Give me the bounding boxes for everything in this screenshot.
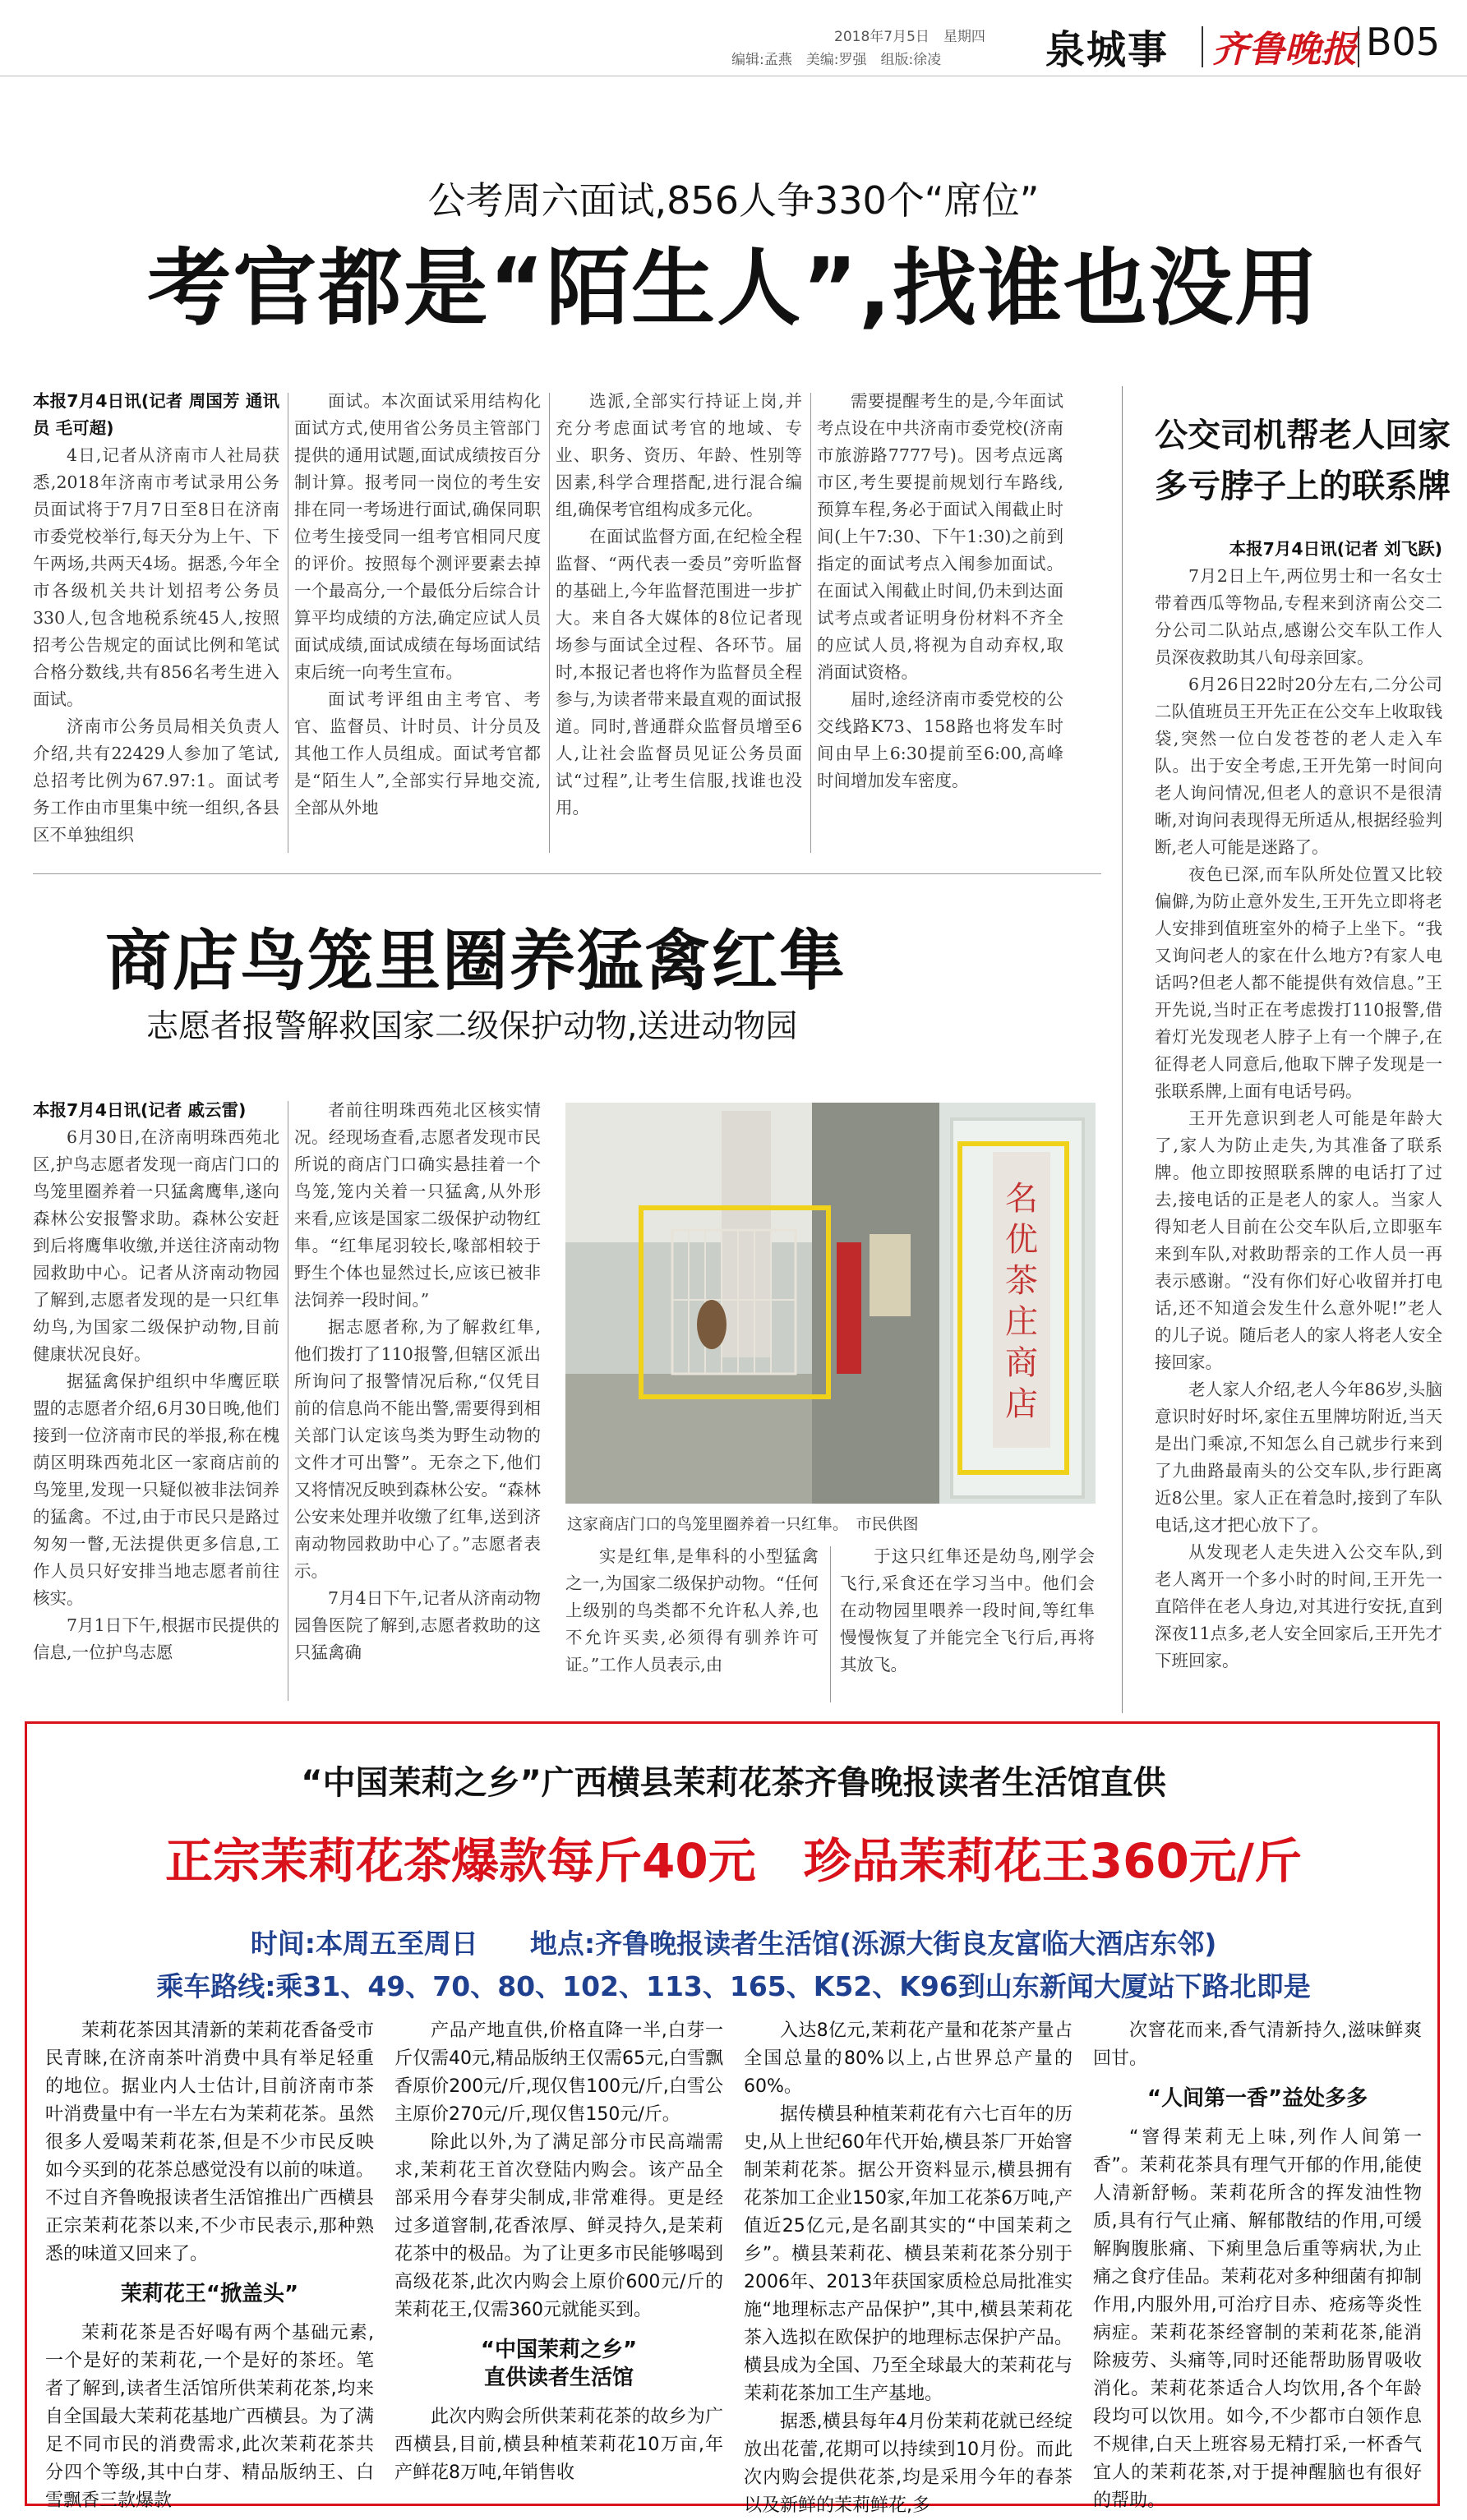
ad-time-value: 本周五至周日 (315, 1928, 478, 1960)
photo-caption: 这家商店门口的鸟笼里圈养着一只红隼。 市民供图 (567, 1515, 919, 1533)
story3-column-3 (565, 1543, 819, 1707)
story3-headline: 商店鸟笼里圈养猛禽红隼 (105, 923, 847, 999)
section-rule (1122, 386, 1123, 1713)
story2-paragraph: 王开先意识到老人可能是年龄大了,家人为防止走失,为其准备了联系牌。他立即按照联系牌的电话打了过去,接电话的正是老人的家人。当家人得知老人目前在公交车队后,立即驱车来到车队,对救助帮亲的工作人员一再表示感谢。“没有你们好心收留并打电话,还不知道会发生什么意外呢!”老人的儿子说。随后老人的家人将老人安全接回家。 (1155, 1108, 1442, 1372)
ad-place-value: 齐鲁晚报读者生活馆(泺源大街良友富临大酒店东邻) (595, 1928, 1217, 1960)
story3-paragraph: 据志愿者称,为了解救红隼,他们拨打了110报警,但辖区派出所询问了报警情况后称,“仅凭目前的信息尚不能出警,需要得到相关部门认定该鸟类为野生动物的文件才可出警”。无奈之下,他们又将情况反映到森林公安。“森林公安来处理并收缴了红隼,送到济南动物园救助中心了。”志愿者表示。 (294, 1317, 541, 1581)
header-divider-2 (1358, 26, 1359, 67)
story2-paragraph: 老人家人介绍,老人今年86岁,头脑意识时好时坏,家住五里牌坊附近,当天是出门乘凉,不知怎么自己就步行来到了九曲路最南头的公交车队,步行距离近8公里。家人正在着急时,接到了车队电话,这才把心放下了。 (1155, 1380, 1442, 1535)
story2-body (1155, 536, 1442, 1702)
story2-headline-line2: 多亏脖子上的联系牌 (1155, 468, 1451, 505)
ad-paragraph: 入达8亿元,茉莉花产量和花茶产量占全国总量的80%以上,占世界总产量的60%。 (744, 2020, 1073, 2097)
ad-bus-label: 乘车路线: (156, 1970, 276, 2002)
header-divider-1 (1202, 26, 1203, 67)
photo-illustration (565, 1103, 1096, 1504)
ad-subheading: “人间第一香”益处多多 (1146, 2086, 1368, 2111)
svg-text:店: 店 (1005, 1385, 1038, 1423)
section-title: 泉城事 (1045, 27, 1169, 73)
story3-paragraph: 于这只红隼还是幼鸟,刚学会飞行,采食还在学习当中。他们会在动物园里喂养一段时间,等红隼慢慢恢复了并能完全飞行后,再将其放飞。 (840, 1546, 1095, 1675)
story3-top-rule (33, 873, 1101, 874)
story3-paragraph: 7月1日下午,根据市民提供的信息,一位护鸟志愿 (33, 1615, 279, 1662)
story2-headline-line1: 公交司机帮老人回家 (1155, 417, 1451, 454)
story3-paragraph: 实是红隼,是隼科的小型猛禽之一,为国家二级保护动物。“任何上级别的鸟类都不允许私人养,也不允许买卖,必须得有驯养许可证。”工作人员表示,由 (565, 1546, 819, 1675)
ad-paragraph: 除此以外,为了满足部分市民高端需求,茉莉花王首次登陆内购会。该产品全部采用今春芽尖制成,非常难得。更是经过多道窨制,花香浓厚、鲜灵持久,是茉莉花茶中的极品。为了让更多市民能够喝到高级花茶,此次内购会上原价600元/斤的茉莉花王,仅需360元就能买到。 (394, 2132, 723, 2320)
svg-text:优: 优 (1005, 1221, 1038, 1259)
story2-byline: 本报7月4日讯(记者 刘飞跃) (1229, 539, 1442, 559)
story1-kicker: 公考周六面试,856人争330个“席位” (427, 178, 1040, 223)
story1-paragraph: 选派,全部实行持证上岗,并充分考虑面试考官的地域、专业、职务、资历、年龄、性别等因素,科学合理搭配,进行混合编组,确保考官组构成多元化。 (556, 391, 802, 519)
ad-paragraph: 茉莉花茶因其清新的茉莉花香备受市民青睐,在济南茶叶消费中具有举足轻重的地位。据业内人士估计,目前济南市茶叶消费量中有一半左右为茉莉花茶。虽然很多人爱喝茉莉花茶,但是不少市民反映如今买到的花茶总感觉没有以前的味道。不过自齐鲁晚报读者生活馆推出广西横县正宗茉莉花茶以来,不少市民表示,那种熟悉的味道又回来了。 (45, 2020, 374, 2264)
ad-headline: 正宗茉莉花茶爆款每斤40元 珍品茉莉花王360元/斤 (165, 1833, 1302, 1889)
ad-paragraph: 次窨花而来,香气清新持久,滋味鲜爽回甘。 (1093, 2020, 1422, 2069)
story3-column-2 (294, 1097, 541, 1705)
story3-byline: 本报7月4日讯(记者 戚云雷) (33, 1100, 247, 1120)
header-editors: 编辑:孟燕 美编:罗强 组版:徐凌 (731, 52, 942, 68)
story1-column-4 (817, 388, 1063, 856)
ad-column-4 (1093, 2017, 1422, 2511)
story2-paragraph: 7月2日上午,两位男士和一名女士带着西瓜等物品,专程来到济南公交二分公司二队站点,感谢公交车队工作人员深夜救助其八旬母亲回家。 (1155, 566, 1442, 667)
column-rule (830, 1546, 831, 1702)
ad-paragraph: “窨得茉莉无上味,列作人间第一香”。茉莉花茶具有理气开郁的作用,能使人清新舒畅。茉莉花所含的挥发油性物质,具有行气止痛、解郁散结的作用,可缓解胸腹胀痛、下痢里急后重等病状,为止痛之食疗佳品。茉莉花对多种细菌有抑制作用,内服外用,可治疗目赤、疮疡等炎性病症。茉莉花茶经窨制的茉莉花茶,能消除疲劳、头痛等,同时还能帮助肠胃吸收消化。茉莉花茶适合人均饮用,各个年龄段均可以饮用。如今,不少都市白领作息不规律,白天上班容易无精打采,一杯香气宜人的茉莉花茶,对于提神醒脑也有很好的帮助。 (1093, 2127, 1422, 2511)
ad-paragraph: 据传横县种植茉莉花有六七百年的历史,从上世纪60年代开始,横县茶厂开始窨制茉莉花茶。据公开资料显示,横县拥有花茶加工企业150家,年加工花茶6万吨,产值近25亿元,是名副其实的“中国茉莉之乡”。横县茉莉花、横县茉莉花茶分别于2006年、2013年获国家质检总局批准实施“地理标志产品保护”,其中,横县茉莉花茶入选拟在欧保护的地理标志保护产品。横县成为全国、乃至全球最大的茉莉花与茉莉花茶加工生产基地。 (744, 2104, 1073, 2404)
story1-paragraph: 济南市公务员局相关负责人介绍,共有22429人参加了笔试,总招考比例为67.97:1。面试考务工作由市里集中统一组织,各县区不单独组织 (33, 716, 279, 845)
column-rule (549, 393, 550, 853)
page-number: B05 (1366, 20, 1441, 64)
story2-paragraph: 从发现老人走失进入公交车队,到老人离开一个多小时的时间,王开先一直陪伴在老人身边,对其进行安抚,直到深夜11点多,老人安全回家后,王开先才下班回家。 (1155, 1542, 1442, 1670)
story1-paragraph: 面试考评组由主考官、考官、监督员、计时员、计分员及其他工作人员组成。面试考官都是“陌生人”,全部实行异地交流,全部从外地 (294, 689, 541, 818)
ad-paragraph: 产品产地直供,价格直降一半,白芽一斤仅需40元,精品版纳王仅需65元,白雪飘香原价200元/斤,现仅售100元/斤,白雪公主原价270元/斤,现仅售150元/斤。 (394, 2020, 723, 2125)
ad-paragraph: 据悉,横县每年4月份茉莉花就已经绽放出花蕾,花期可以持续到10月份。而此次内购会提供花茶,均是采用今年的春茶以及新鲜的茉莉鲜花,多 (744, 2412, 1073, 2516)
story1-paragraph: 在面试监督方面,在纪检全程监督、“两代表一委员”旁听监督的基础上,今年监督范围进一步扩大。来自各大媒体的8位记者现场参与面试全过程、各环节。届时,本报记者也将作为监督员全程参与,为读者带来最直观的面试报道。同时,普通群众监督员增至6人,让社会监督员见证公务员面试“过程”,让考生信服,找谁也没用。 (556, 527, 802, 818)
story3-paragraph: 7月4日下午,记者从济南动物园鲁医院了解到,志愿者救助的这只猛禽确 (294, 1588, 541, 1662)
ad-time-label: 时间: (250, 1928, 316, 1960)
story1-headline: 考官都是“陌生人”,找谁也没用 (147, 240, 1320, 338)
story1-paragraph: 需要提醒考生的是,今年面试考点设在中共济南市委党校(济南市旅游路7777号)。因考点远离市区,考生要提前规划行车路线,预算车程,务必于面试入闱截止时间(上午7:30、下午1:30)之前到指定的面试考点入闱参加面试。在面试入闱截止时间,仍未到达面试考点或者证明身份材料不齐全的应试人员,将视为自动弃权,取消面试资格。 (817, 391, 1063, 682)
story1-column-3 (556, 388, 802, 856)
falcon-bird (697, 1300, 727, 1349)
svg-text:庄: 庄 (1005, 1303, 1038, 1341)
svg-text:茶: 茶 (1005, 1262, 1038, 1300)
ad-paragraph: 茉莉花茶是否好喝有两个基础元素,一个是好的茉莉花,一个是好的茶坯。笔者了解到,读者生活馆所供茉莉花茶,均来自全国最大茉莉花基地广西横县。为了满足不同市民的消费需求,此次茉莉花茶共分四个等级,其中白芽、精品版纳王、白雪飘香三款爆款 (45, 2323, 374, 2511)
redfalcon-photo (565, 1103, 1096, 1504)
story3-column-4 (840, 1543, 1095, 1707)
story3-paragraph: 6月30日,在济南明珠西苑北区,护鸟志愿者发现一商店门口的鸟笼里圈养着一只猛禽鹰隼,遂向森林公安报警求助。森林公安赶到后将鹰隼收缴,并送往济南动物园救助中心。记者从济南动物园了解到,志愿者发现的是一只红隼幼鸟,为国家二级保护动物,目前健康状况良好。 (33, 1127, 279, 1364)
story1-column-2 (294, 388, 541, 856)
ad-time-place (0, 1923, 1467, 1961)
ad-subheading: 茉莉花王“掀盖头” (120, 2282, 299, 2306)
ad-place-label: 地点: (529, 1928, 596, 1960)
header-date: 2018年7月5日 星期四 (834, 29, 985, 45)
story1-paragraph: 面试。本次面试采用结构化面试方式,使用省公务员主管部门提供的通用试题,面试成绩按百分制计算。报考同一岗位的考生安排在同一考场进行面试,确保同职位考生接受同一组考官相同尺度的评价。按照每个测评要素去掉一个最高分,一个最低分后综合计算平均成绩的方法,确定应试人员面试成绩,面试成绩在每场面试结束后统一向考生宣布。 (294, 391, 541, 682)
newspaper-logo: 齐鲁晚报 (1212, 29, 1357, 71)
story3-subhead: 志愿者报警解救国家二级保护动物,送进动物园 (146, 1008, 798, 1045)
ad-paragraph: 此次内购会所供茉莉花茶的故乡为广西横县,目前,横县种植茉莉花10万亩,年产鲜花8万吨,年销售收 (394, 2407, 723, 2483)
ad-column-2 (394, 2017, 723, 2498)
ad-title-line: “中国茉莉之乡”广西横县茉莉花茶齐鲁晚报读者生活馆直供 (301, 1764, 1166, 1802)
story1-byline: 本报7月4日讯(记者 周国芳 通讯员 毛可超) (33, 391, 279, 438)
ad-column-3 (744, 2017, 1073, 2516)
shop-sign-text: 名 (1005, 1180, 1038, 1218)
ad-column-1 (45, 2017, 374, 2511)
svg-text:商: 商 (1005, 1344, 1038, 1382)
column-rule (810, 393, 811, 853)
story3-paragraph: 者前往明珠西苑北区核实情况。经现场查看,志愿者发现市民所说的商店门口确实悬挂着一个鸟笼,笼内关着一只猛禽,从外形来看,应该是国家二级保护动物红隼。“红隼尾羽较长,喙部相较于野生个体也显然过长,应该已被非法饲养一段时间。” (294, 1100, 541, 1310)
story1-paragraph: 届时,途经济南市委党校的公交线路K73、158路也将发车时间由早上6:30提前至6:00,高峰时间增加发车密度。 (817, 689, 1063, 790)
ad-bus-route (0, 1965, 1467, 2004)
story2-paragraph: 夜色已深,而车队所处位置又比较偏僻,为防止意外发生,王开先立即将老人安排到值班室外的椅子上坐下。“我又询问老人的家在什么地方?有家人电话吗?但老人都不能提供有效信息。”王开先说,当时正在考虑拨打110报警,借着灯光发现老人脖子上有一个牌子,在征得老人同意后,他取下牌子发现是一张联系牌,上面有电话号码。 (1155, 864, 1442, 1101)
ad-subheading: “中国茉莉之乡” 直供读者生活馆 (480, 2338, 638, 2390)
story2-paragraph: 6月26日22时20分左右,二分公司二队值班员王开先正在公交车上收取钱袋,突然一位白发苍苍的老人走入车队。出于安全考虑,王开先第一时间向老人询问情况,但老人的意识不是很清晰,对询问表现得无所适从,根据经验判断,老人可能是迷路了。 (1155, 675, 1442, 857)
story1-column-1 (33, 388, 279, 856)
ad-bus-value: 乘31、49、70、80、102、113、165、K52、K96到山东新闻大厦站下路北即是 (275, 1970, 1311, 2002)
story3-paragraph: 据猛禽保护组织中华鹰匠联盟的志愿者介绍,6月30日晚,他们接到一位济南市民的举报,称在槐荫区明珠西苑北区一家商店前的鸟笼里,发现一只疑似被非法饲养的猛禽。不过,由于市民只是路过匆匆一瞥,无法提供更多信息,工作人员只好安排当地志愿者前往核实。 (33, 1371, 279, 1608)
story1-paragraph: 4日,记者从济南市人社局获悉,2018年济南市考试录用公务员面试将于7月7日至8日在济南市委党校举行,每天分为上午、下午两场,共两天4场。据悉,今年全市各级机关共计划招考公务员330人,包含地税系统45人,按照招考公告规定的面试比例和笔试合格分数线,共有856名考生进入面试。 (33, 445, 279, 709)
story3-column-1 (33, 1097, 279, 1705)
